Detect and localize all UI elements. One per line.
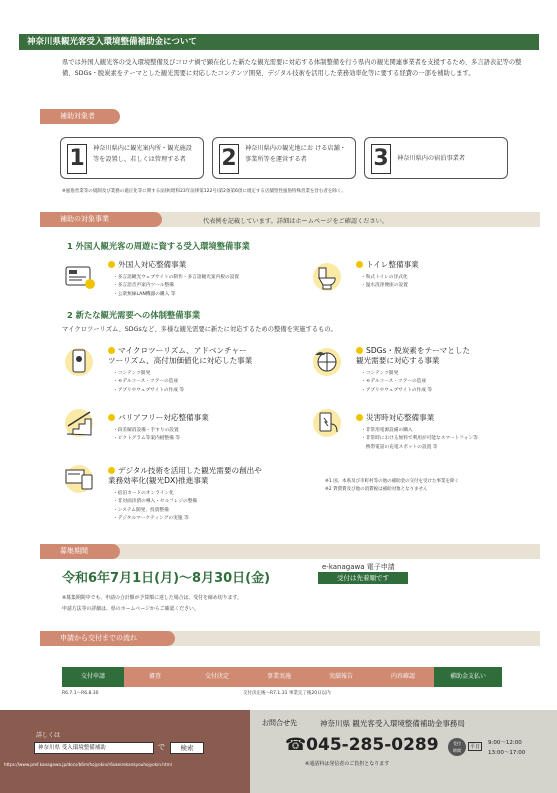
hours-afternoon: 13:00～17:00	[488, 750, 526, 756]
card-number: 2	[219, 144, 239, 174]
flow-period-2: 交付決定後～R7.1.31 事業完了後20日以内	[243, 691, 331, 696]
card-text: 神奈川県内に観光案内所・観光施設等を設置し、若しくは管理する者	[93, 145, 192, 163]
de-text: で	[158, 743, 165, 751]
section-heading-projects: 補助の対象事業	[40, 212, 162, 227]
item-list-foreign: ・多言語観光ウェブサイトの制作・多言語観光案内板の設置 ・多言語音声案内ツール整備 ・公衆無線LAN機器の購入 等	[113, 275, 240, 297]
flow-step: 補助金支払い	[434, 667, 502, 687]
card-number: 3	[371, 144, 391, 174]
item-title-micro: マイクロツーリズム、アドベンチャー ツーリズム、高付加価値化に対応した事業	[108, 346, 253, 365]
footnotes: ※1 国、本県及び市町村等の他の補助金の交付を受けた事業を除く ※2 貸費費及び他の消費税は補助対象となりません	[325, 479, 460, 492]
flow-step: 実績報告	[310, 667, 372, 687]
period-note-2: 申請方法等の詳細は、県のホームページからご確認ください。	[62, 606, 199, 612]
card-text: 神奈川県内の観光地にお ける店舗・事業所等を運営する者	[245, 145, 346, 163]
item-title-sdgs: SDGs・脱炭素をテーマとした 観光需要に対応する事業	[356, 346, 471, 365]
smartphone-icon	[62, 347, 97, 377]
card-number: 1	[67, 144, 87, 174]
item-title-barrierfree: バリアフリー対応整備事業	[108, 413, 209, 423]
bullet-icon	[108, 414, 115, 421]
item-list-barrierfree: ・段差解消設備・手すりの設置 ・ピクトグラム等案内板整備 等	[113, 428, 180, 442]
bullet-icon	[108, 261, 115, 268]
section2-title: 2 新たな観光需要への体制整備事業	[67, 310, 201, 320]
search-button[interactable]: 検索	[170, 742, 204, 754]
page-title: 神奈川県観光客受入環境整備補助金について	[19, 34, 539, 50]
ekanagawa-label: e-kanagawa 電子申請	[322, 563, 395, 571]
bullet-icon	[108, 467, 115, 474]
section1-title: 1 外国人観光客の周遊に資する受入環境整備事業	[67, 241, 250, 251]
section-heading-flow: 申請から交付までの流れ	[40, 631, 175, 646]
section-heading-period: 募集期間	[40, 544, 120, 559]
flow-step: 交付決定	[186, 667, 248, 687]
homepage-url[interactable]: https://www.pref.kanagawa.jp/docs/b6m/hojyokin/r6ukeirekankyouhojyokin.html	[4, 762, 172, 767]
details-label: 詳しくは	[36, 732, 61, 739]
item-title-disaster: 災害時対応整備事業	[356, 413, 434, 423]
item-list-toilet: ・和式トイレの洋式化 ・温水洗浄便座の設置	[361, 275, 408, 289]
flow-step: 事業実施	[248, 667, 310, 687]
section2-subtitle: マイクロツーリズム、SDGsなど、多様な観光需要に新たに対応するための整備を実施するもの。	[62, 326, 337, 333]
bullet-icon	[356, 261, 363, 268]
contact-org: 神奈川県 観光客受入環境整備補助金事務局	[320, 719, 465, 728]
projects-heading-note: 代表例を記載しています。詳細はホームページをご確認ください。	[203, 218, 389, 225]
intro-text: 県では外国人観光客の受入環境整備及びコロナ禍で顕在化した新たな観光需要に対応する体制整備を行う県内の観光関連事業者を支援するため、多言語表記等の整備、SDGs・脱炭素をテーマとした観光需要に対応したコンテンツ開発、デジタル技術を活用した業務効率化等に要する経費の一部を補助します。	[62, 59, 522, 77]
item-title-toilet: トイレ整備事業	[356, 260, 419, 270]
item-list-dx: ・宿泊カードのオンライン化 ・非対面決済の導入・セルフレジの整備 ・システム開発、投資整備 ・デジタルマーケティングの実施 等	[113, 491, 198, 522]
bullet-icon	[356, 347, 363, 354]
flow-period-1: R6.7.1～R6.8.30	[62, 691, 99, 696]
charging-plug-icon	[310, 408, 345, 438]
hours-morning: 9:00～12:00	[488, 740, 522, 746]
target-card-1	[60, 137, 204, 179]
weekday-label: 平日	[470, 744, 481, 750]
toilet-icon	[310, 262, 345, 292]
item-list-disaster: ・非常用電源設備の購入 ・非常時における無料で利用が可能なスマートフォン等 携帯電話の充電スポットの設置 等	[361, 428, 478, 450]
stairs-handrail-icon	[62, 408, 97, 438]
targets-note: ※風俗営業等の規制及び業務の適正化等に関する法律(昭和23年法律第122号)第2条第6項に規定する店舗型性風俗特殊営業を営む者を除く。	[62, 189, 346, 194]
multilingual-signboard-icon	[62, 262, 97, 292]
period-note-1: ※募集期間中でも、申請の合計額が予算額に達した場合は、受付を締め切ります。	[62, 595, 242, 601]
first-come-badge: 受付は先着順です	[318, 572, 408, 584]
flow-step: 内容確認	[372, 667, 434, 687]
bullet-icon	[108, 347, 115, 354]
item-list-micro: ・コンテンツ開発 ・モデルコース・ツアーの造成 ・アプリやウェブサイトの作成 等	[113, 371, 185, 393]
bullet-icon	[356, 414, 363, 421]
section-heading-targets: 補助対象者	[40, 109, 120, 124]
item-list-sdgs: ・コンテンツ開発 ・モデルコース・ツアーの造成 ・アプリやウェブサイトの作成 等	[361, 371, 433, 393]
period-dates: 令和6年7月1日(月)～8月30日(金)	[62, 571, 271, 586]
target-card-2	[212, 137, 356, 179]
phone-note: ※通話料は発信者のご負担となります	[305, 761, 390, 767]
digital-devices-icon	[62, 464, 97, 494]
globe-leaf-icon	[310, 347, 345, 377]
item-title-dx: デジタル技術を活用した観光需要の創出や 業務効率化(観光DX)推進事業	[108, 466, 262, 485]
hours-badge: 受付 時間	[448, 738, 466, 756]
card-text: 神奈川県内の宿泊事業者	[397, 155, 466, 162]
flow-step: 交付申請	[62, 667, 124, 687]
target-card-3	[364, 137, 508, 179]
phone-number: ☎045-285-0289	[285, 735, 439, 755]
flow-steps	[62, 667, 502, 687]
flow-step: 審査	[124, 667, 186, 687]
item-title-foreign: 外国人対応整備事業	[108, 260, 186, 270]
search-box[interactable]: 神奈川県 受入環境整備補助	[34, 742, 154, 754]
contact-label: お問合せ先	[262, 719, 297, 727]
